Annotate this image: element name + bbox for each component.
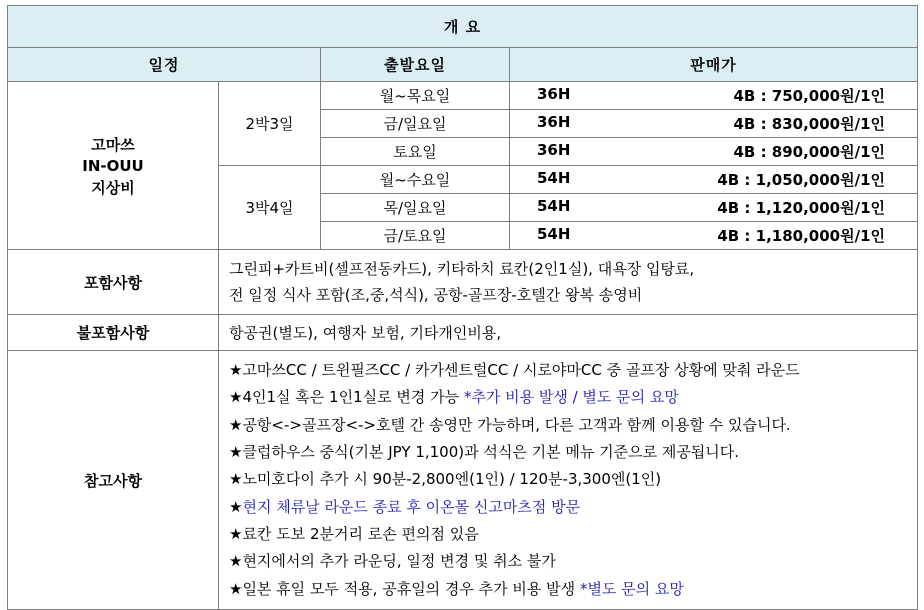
price-value: 4B : 830,000원/1인 <box>733 115 886 133</box>
note-item: ★4인1실 혹은 1인1실로 변경 가능 *추가 비용 발생 / 별도 문의 요망 <box>229 388 679 407</box>
round-hours: 54H <box>537 169 571 187</box>
course-name-line: IN-OUU <box>82 156 144 175</box>
included-line: 그린피+카트비(셀프전동카드), 키타하치 료칸(2인1실), 대욕장 입탕료, <box>229 260 695 278</box>
note-item: ★클럽하우스 중식(기본 JPY 1,100)과 석식은 기본 메뉴 기준으로 제공됩니다. <box>229 443 740 462</box>
notes-label: 참고사항 <box>8 351 219 610</box>
course-name <box>8 82 219 250</box>
departure-day: 목/일요일 <box>321 194 510 222</box>
price-cell <box>510 82 918 110</box>
header-schedule: 일정 <box>8 48 321 82</box>
included-line: 전 일정 식사 포함(조,중,석식), 공항-골프장-호텔간 왕복 송영비 <box>229 286 643 304</box>
departure-day: 금/토요일 <box>321 222 510 250</box>
price-cell <box>510 222 918 250</box>
note-item: ★현지에서의 추가 라운딩, 일정 변경 및 취소 불가 <box>229 552 556 571</box>
table-title: 개 요 <box>8 6 918 48</box>
note-item: ★고마쓰CC / 트윈필즈CC / 카가센트럴CC / 시로야마CC 중 골프장 상황에 맞춰 라운드 <box>229 361 800 380</box>
price-value: 4B : 1,180,000원/1인 <box>717 227 886 245</box>
excluded-label: 불포함사항 <box>8 315 219 351</box>
price-cell <box>510 194 918 222</box>
note-item: ★료칸 도보 2분거리 로손 편의점 있음 <box>229 524 479 543</box>
header-departure: 출발요일 <box>321 48 510 82</box>
price-value: 4B : 1,050,000원/1인 <box>717 171 886 189</box>
note-highlight: *별도 문의 요망 <box>579 579 684 598</box>
note-highlight: *추가 비용 발생 / 별도 문의 요망 <box>463 388 679 407</box>
price-value: 4B : 890,000원/1인 <box>733 143 886 161</box>
plan-duration: 2박3일 <box>219 82 321 166</box>
included-label: 포함사항 <box>8 250 219 315</box>
round-hours: 36H <box>537 85 571 103</box>
price-cell <box>510 166 918 194</box>
round-hours: 54H <box>537 197 571 215</box>
departure-day: 토요일 <box>321 138 510 166</box>
tour-overview-table <box>7 5 918 610</box>
note-item: ★노미호다이 추가 시 90분-2,800엔(1인) / 120분-3,300엔(1인) <box>229 470 662 489</box>
note-highlight: 현지 체류날 라운드 종료 후 이온몰 신고마츠점 방문 <box>242 497 581 516</box>
excluded-text: 항공권(별도), 여행자 보험, 기타개인비용, <box>219 315 918 351</box>
header-price: 판매가 <box>510 48 918 82</box>
departure-day: 월~목요일 <box>321 82 510 110</box>
notes-list <box>219 351 918 610</box>
note-item: ★현지 체류날 라운드 종료 후 이온몰 신고마츠점 방문 <box>229 497 581 516</box>
price-cell <box>510 138 918 166</box>
note-item: ★일본 휴일 모두 적용, 공휴일의 경우 추가 비용 발생 *별도 문의 요망 <box>229 579 684 598</box>
round-hours: 54H <box>537 225 571 243</box>
round-hours: 36H <box>537 113 571 131</box>
price-row <box>8 82 918 110</box>
included-text <box>219 250 918 315</box>
course-name-line: 지상비 <box>91 178 135 197</box>
note-item: ★공항<->골프장<->호텔 간 송영만 가능하며, 다른 고객과 함께 이용할 수 있습니다. <box>229 415 791 434</box>
price-cell <box>510 110 918 138</box>
price-value: 4B : 750,000원/1인 <box>733 87 886 105</box>
price-value: 4B : 1,120,000원/1인 <box>717 199 886 217</box>
departure-day: 금/일요일 <box>321 110 510 138</box>
round-hours: 36H <box>537 141 571 159</box>
departure-day: 월~수요일 <box>321 166 510 194</box>
plan-duration: 3박4일 <box>219 166 321 250</box>
course-name-line: 고마쓰 <box>91 135 135 154</box>
